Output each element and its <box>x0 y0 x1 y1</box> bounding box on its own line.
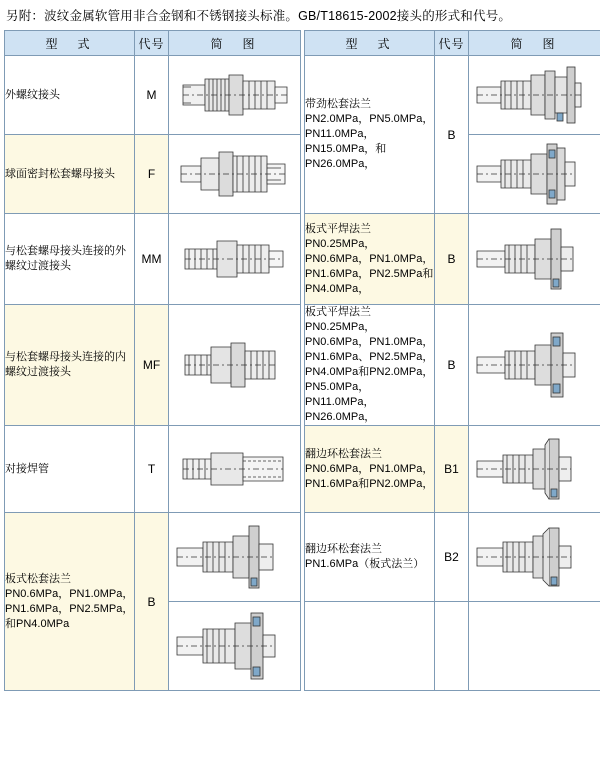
left-type-2: 与松套螺母接头连接的外螺纹过渡接头 <box>5 214 135 305</box>
left-type-5: 板式松套法兰 PN0.6MPa，PN1.0MPa，PN1.6MPa，PN2.5MPa，和PN4.0MPa <box>5 513 135 691</box>
header-figure-left: 简 图 <box>169 31 301 56</box>
right-figure-3 <box>469 426 600 513</box>
left-code-3: MF <box>135 305 169 426</box>
right-figure-2 <box>469 305 600 426</box>
right-figure-4 <box>469 513 600 602</box>
right-figure-0b <box>469 135 600 214</box>
right-figure-4b <box>469 602 600 691</box>
table-row <box>5 56 600 135</box>
left-code-1: F <box>135 135 169 214</box>
left-figure-1 <box>169 135 301 214</box>
right-type-3: 翻边环松套法兰 PN0.6MPa，PN1.0MPa，PN1.6MPa和PN2.0MPa， <box>305 426 435 513</box>
right-code-1: B <box>435 214 469 305</box>
header-type-right: 型 式 <box>305 31 435 56</box>
header-code-left: 代号 <box>135 31 169 56</box>
header-code-right: 代号 <box>435 31 469 56</box>
left-type-0: 外螺纹接头 <box>5 56 135 135</box>
left-type-4: 对接焊管 <box>5 426 135 513</box>
left-figure-2 <box>169 214 301 305</box>
left-figure-3 <box>169 305 301 426</box>
right-figure-1 <box>469 214 600 305</box>
right-figure-0a <box>469 56 600 135</box>
left-figure-4 <box>169 426 301 513</box>
header-figure-right: 简 图 <box>469 31 600 56</box>
page-title: 另附：波纹金属软管用非合金钢和不锈钢接头标准。GB/T18615-2002接头的形式和代号。 <box>6 9 512 23</box>
right-type-4: 翻边环松套法兰 PN1.6MPa（板式法兰） <box>305 513 435 602</box>
fitting-types-table <box>4 30 600 691</box>
left-figure-0 <box>169 56 301 135</box>
right-type-0: 带劲松套法兰 PN2.0MPa，PN5.0MPa，PN11.0MPa，PN15.0MPa，和PN26.0MPa， <box>305 56 435 214</box>
right-type-1: 板式平焊法兰 PN0.25MPa，PN0.6MPa，PN1.0MPa，PN1.6MPa，PN2.5MPa和PN4.0MPa， <box>305 214 435 305</box>
right-code-2: B <box>435 305 469 426</box>
left-code-2: MM <box>135 214 169 305</box>
left-figure-5a <box>169 513 301 602</box>
right-code-4-dup <box>435 602 469 691</box>
right-code-3: B1 <box>435 426 469 513</box>
left-figure-5b <box>169 602 301 691</box>
right-code-4: B2 <box>435 513 469 602</box>
left-code-4: T <box>135 426 169 513</box>
header-type-left: 型 式 <box>5 31 135 56</box>
right-type-2: 板式平焊法兰 PN0.25MPa，PN0.6MPa，PN1.0MPa，PN1.6MPa、PN2.5MPa，PN4.0MPa和PN2.0MPa，PN5.0MPa，PN11.0MPa，PN26.0MPa， <box>305 305 435 426</box>
left-code-0: M <box>135 56 169 135</box>
left-type-1: 球面密封松套螺母接头 <box>5 135 135 214</box>
table-header-row <box>5 31 600 56</box>
right-code-0: B <box>435 56 469 214</box>
left-type-3: 与松套螺母接头连接的内螺纹过渡接头 <box>5 305 135 426</box>
left-code-5: B <box>135 513 169 691</box>
